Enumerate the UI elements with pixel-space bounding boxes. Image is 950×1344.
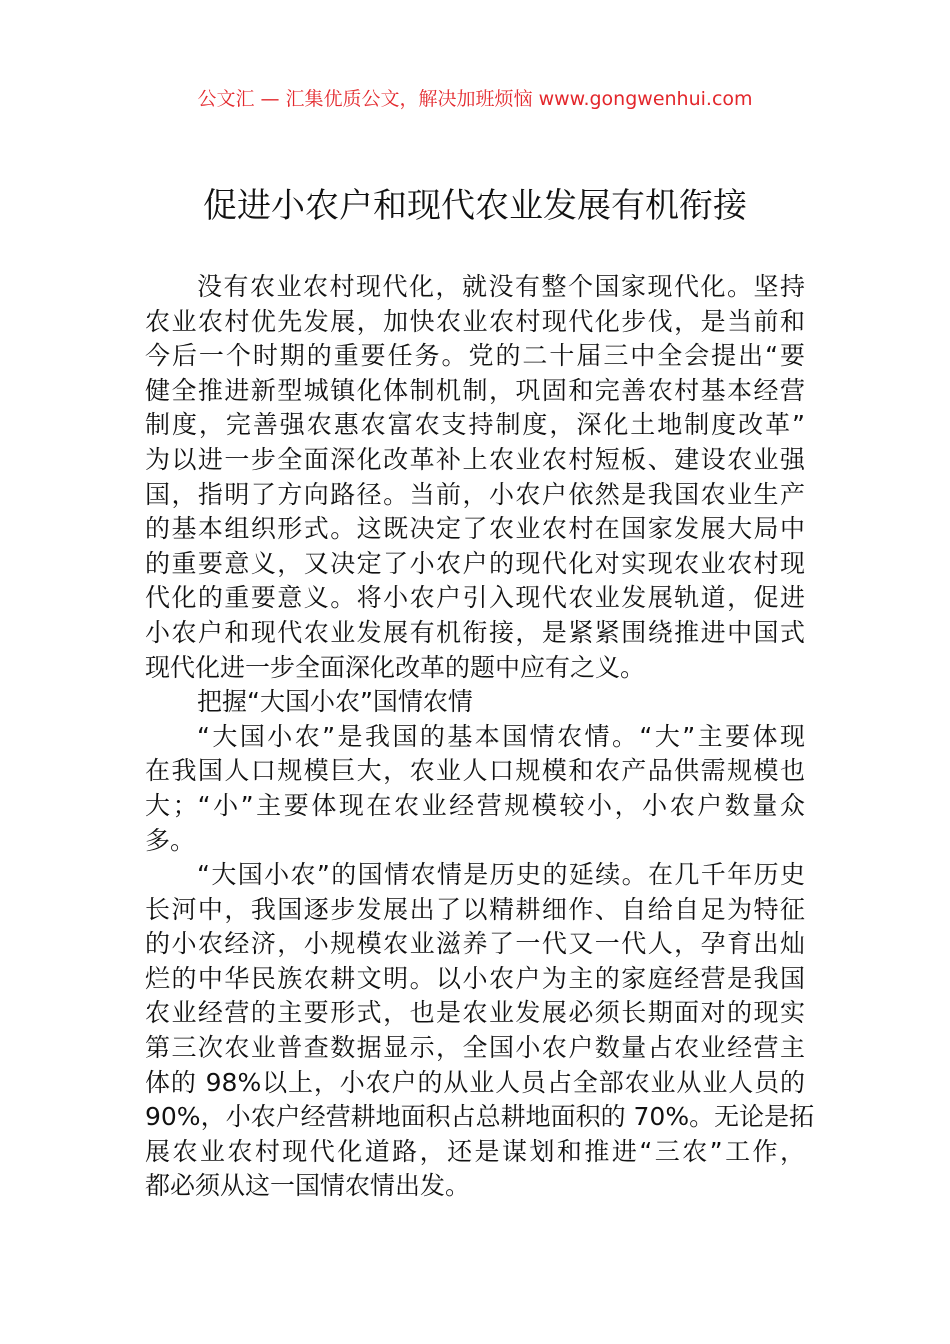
text-line: 90%，小农户经营耕地面积占总耕地面积的 70%。无论是拓	[145, 1102, 815, 1132]
text-line: 第三次农业普查数据显示，全国小农户数量占农业经营主	[145, 1033, 805, 1063]
text-line: 健全推进新型城镇化体制机制，巩固和完善农村基本经营	[145, 375, 805, 405]
text-line: 展农业农村现代化道路，还是谋划和推进“三农”工作，	[145, 1136, 805, 1166]
text-line: 农业经营的主要形式，也是农业发展必须长期面对的现实	[145, 998, 805, 1028]
text-line: 的小农经济，小规模农业滋养了一代又一代人，孕育出灿	[145, 929, 805, 959]
text-line: 体的 98%以上，小农户的从业人员占全部农业从业人员的	[145, 1067, 805, 1097]
text-line: “大国小农”是我国的基本国情农情。“大”主要体现	[197, 721, 805, 751]
document-body	[145, 270, 815, 1204]
text-line: 现代化进一步全面深化改革的题中应有之义。	[145, 652, 646, 682]
text-line: 大；“小”主要体现在农业经营规模较小，小农户数量众	[145, 790, 805, 820]
paragraph	[145, 720, 805, 858]
text-line: 代化的重要意义。将小农户引入现代农业发展轨道，促进	[145, 583, 805, 613]
text-line: 多。	[145, 825, 196, 855]
text-line: 的重要意义，又决定了小农户的现代化对实现农业农村现	[145, 548, 805, 578]
document-title: 促进小农户和现代农业发展有机衔接	[203, 186, 747, 226]
text-line: 小农户和现代农业发展有机衔接，是紧紧围绕推进中国式	[145, 617, 805, 647]
text-line: “大国小农”的国情农情是历史的延续。在几千年历史	[197, 860, 805, 890]
text-line: 都必须从这一国情农情出发。	[145, 1171, 471, 1201]
paragraph	[145, 270, 805, 685]
text-line: 制度，完善强农惠农富农支持制度，深化土地制度改革”	[145, 410, 805, 440]
text-line: 国，指明了方向路径。当前，小农户依然是我国农业生产	[145, 479, 805, 509]
text-line: 的基本组织形式。这既决定了农业农村在国家发展大局中	[145, 514, 805, 544]
text-line: 今后一个时期的重要任务。党的二十届三中全会提出“要	[145, 341, 805, 371]
section-heading	[145, 685, 805, 720]
site-watermark-header: 公文汇 — 汇集优质公文，解决加班烦恼 www.gongwenhui.com	[197, 88, 753, 110]
paragraph	[145, 858, 815, 1204]
text-line: 在我国人口规模巨大，农业人口规模和农产品供需规模也	[145, 756, 805, 786]
text-line: 长河中，我国逐步发展出了以精耕细作、自给自足为特征	[145, 894, 805, 924]
text-line: 没有农业农村现代化，就没有整个国家现代化。坚持	[197, 272, 805, 301]
text-line: 烂的中华民族农耕文明。以小农户为主的家庭经营是我国	[145, 963, 805, 993]
text-line: 为以进一步全面深化改革补上农业农村短板、建设农业强	[145, 444, 805, 474]
text-line: 把握“大国小农”国情农情	[197, 687, 473, 717]
text-line: 农业农村优先发展，加快农业农村现代化步伐，是当前和	[145, 306, 805, 336]
